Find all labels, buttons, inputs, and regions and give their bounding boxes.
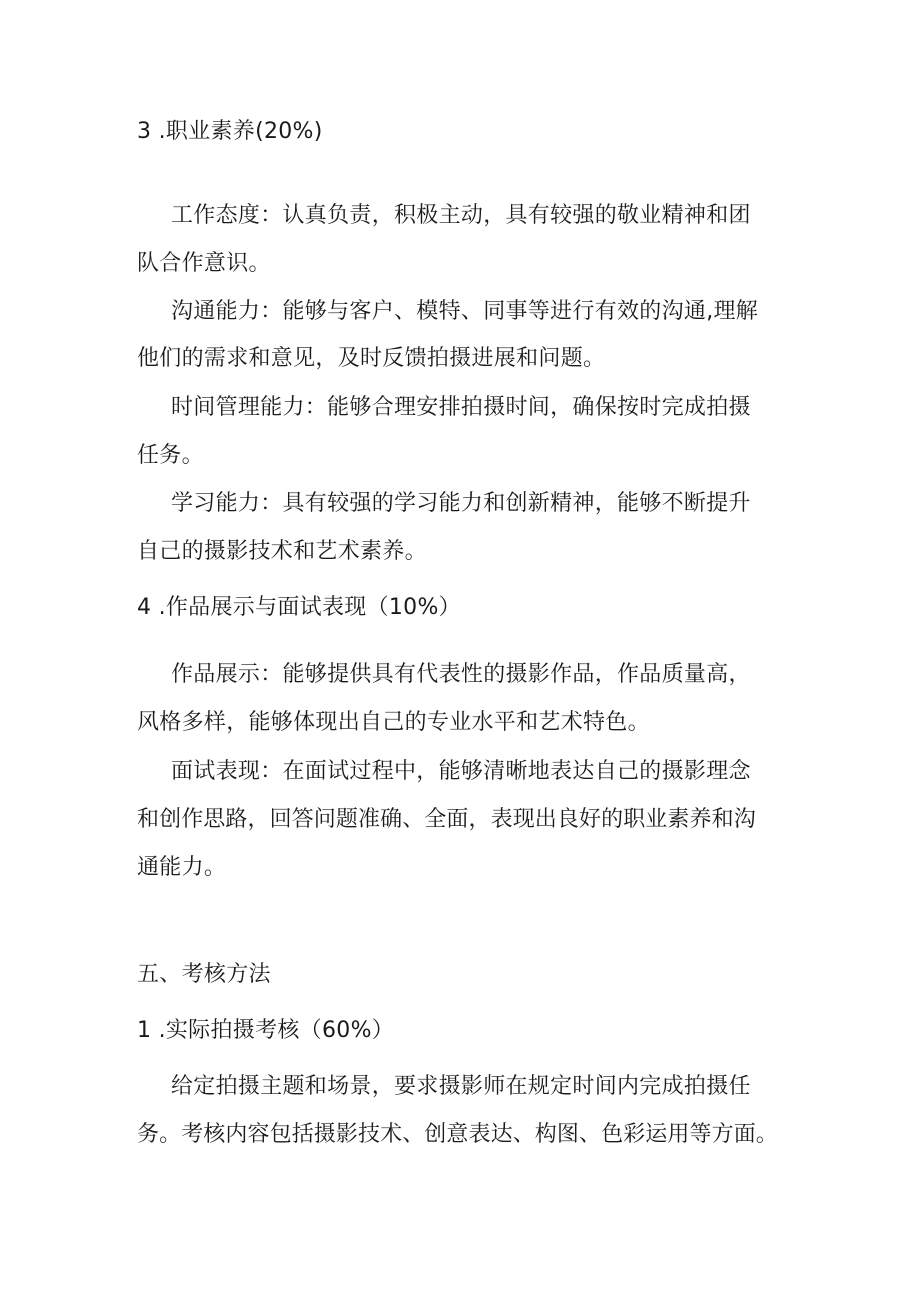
paragraph-time-management-line1: 时间管理能力：能够合理安排拍摄时间，确保按时完成拍摄 [171,395,751,420]
chapter-heading-assessment-methods: 五、考核方法 [137,962,271,987]
paragraph-time-management-line2: 任务。 [137,443,204,468]
paragraph-practical-line1: 给定拍摄主题和场景，要求摄影师在规定时间内完成拍摄任 [171,1074,751,1099]
paragraph-communication-line2: 他们的需求和意见，及时反馈拍摄进展和问题。 [137,346,606,371]
section-heading-1: 1 .实际拍摄考核（60%） [137,1018,395,1043]
section-heading-3: 3 .职业素养(20%) [137,119,323,144]
paragraph-learning-line1: 学习能力：具有较强的学习能力和创新精神，能够不断提升 [171,491,751,516]
paragraph-communication-line1: 沟通能力：能够与客户、模特、同事等进行有效的沟通,理解 [171,299,759,324]
paragraph-interview-line1: 面试表现：在面试过程中，能够清晰地表达自己的摄影理念 [171,759,751,784]
paragraph-learning-line2: 自己的摄影技术和艺术素养。 [137,539,427,564]
paragraph-interview-line3: 通能力。 [137,855,227,880]
paragraph-practical-line2: 务。考核内容包括摄影技术、创意表达、构图、色彩运用等方面。 [137,1122,778,1147]
paragraph-portfolio-line2: 风格多样，能够体现出自己的专业水平和艺术特色。 [137,710,650,735]
section-heading-4: 4 .作品展示与面试表现（10%） [137,595,461,620]
paragraph-interview-line2: 和创作思路，回答问题准确、全面，表现出良好的职业素养和沟 [137,807,756,832]
paragraph-portfolio-line1: 作品展示：能够提供具有代表性的摄影作品，作品质量高， [171,662,751,687]
paragraph-work-attitude-line1: 工作态度：认真负责，积极主动，具有较强的敬业精神和团 [171,203,751,228]
paragraph-work-attitude-line2: 队合作意识。 [137,251,271,276]
